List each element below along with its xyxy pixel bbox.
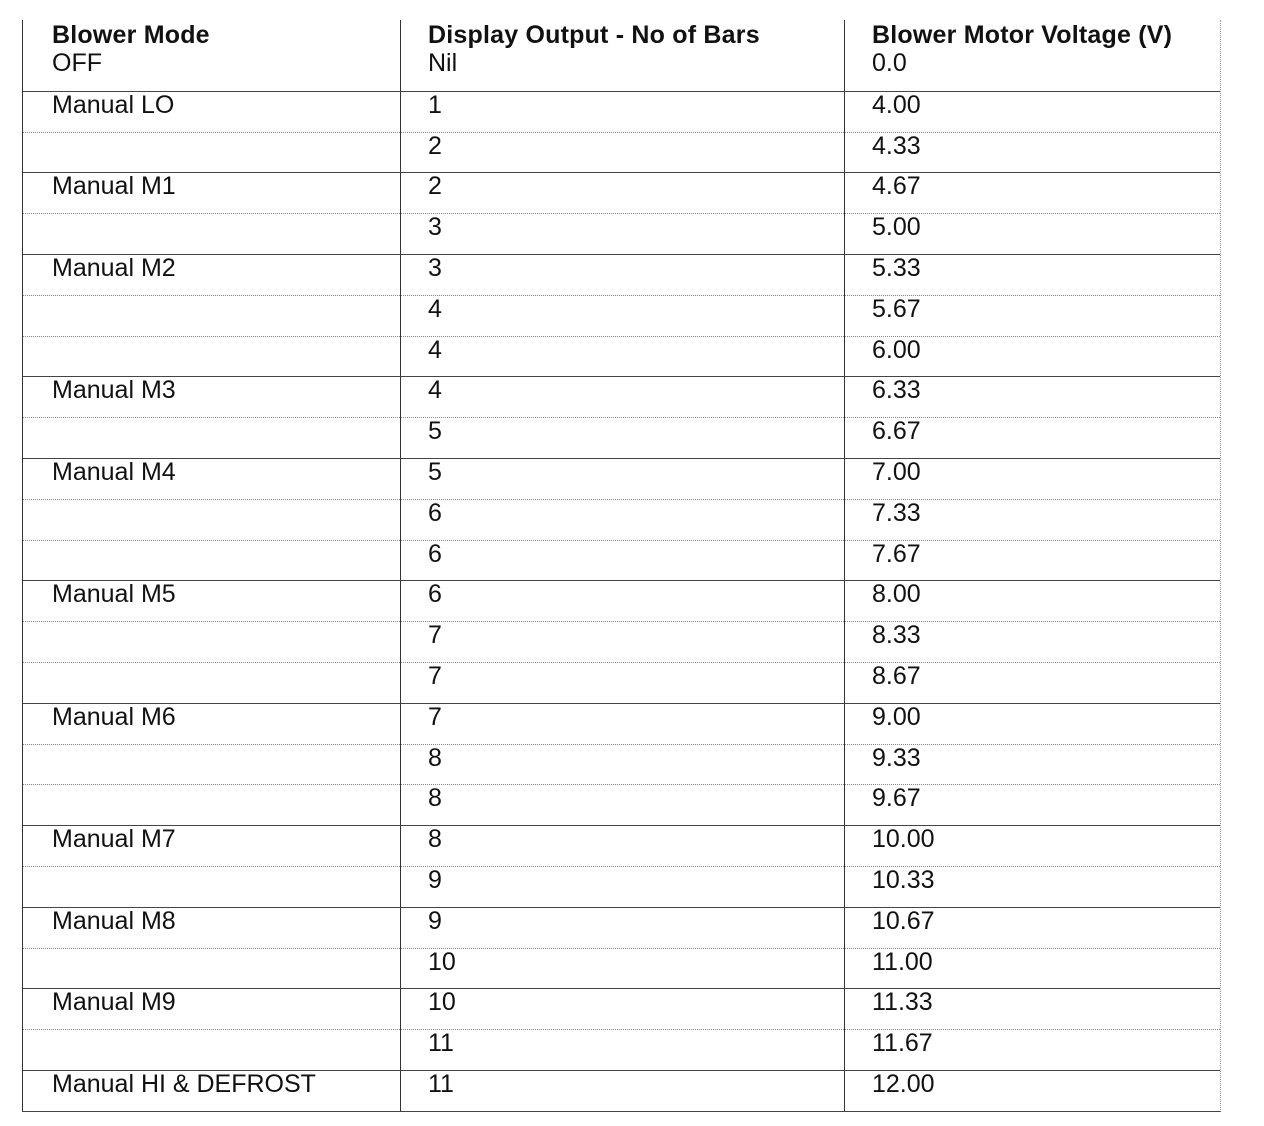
cell-blower-mode: Manual M3	[52, 376, 176, 405]
cell-display-bars: 6	[428, 498, 442, 527]
table-row	[23, 580, 1220, 622]
cell-motor-voltage: 10.33	[872, 866, 935, 894]
table-row	[23, 988, 1220, 1030]
table-row	[23, 784, 1220, 826]
table-row	[23, 172, 1220, 214]
cell-display-bars: 1	[428, 90, 442, 119]
cell-display-bars: 5	[428, 417, 442, 446]
cell-motor-voltage: 9.33	[872, 743, 921, 772]
cell-motor-voltage: 8.33	[872, 621, 921, 650]
cell-display-bars: 11	[428, 1029, 454, 1058]
cell-motor-voltage: 8.00	[872, 580, 921, 609]
cell-motor-voltage: 9.67	[872, 784, 921, 813]
table-row	[23, 499, 1220, 541]
cell-motor-voltage: 6.00	[872, 335, 921, 364]
cell-motor-voltage: 11.00	[872, 947, 933, 976]
cell-motor-voltage: 9.00	[872, 702, 921, 731]
cell-display-bars: 4	[428, 335, 442, 364]
table-row	[23, 376, 1220, 418]
table-row	[23, 1070, 1220, 1112]
cell-display-bars: 10	[428, 947, 456, 976]
cell-motor-voltage: 5.67	[872, 294, 921, 323]
blower-mode-table	[22, 20, 1221, 1112]
table-row	[23, 254, 1220, 296]
cell-display-bars: 10	[428, 988, 456, 1017]
table-row	[23, 213, 1220, 255]
cell-display-bars: 8	[428, 743, 442, 772]
cell-motor-voltage: 4.67	[872, 172, 921, 201]
cell-blower-mode: Manual M8	[52, 906, 176, 935]
cell-motor-voltage: 5.33	[872, 254, 921, 282]
table-row	[23, 91, 1220, 133]
cell-motor-voltage: 8.67	[872, 662, 921, 690]
cell-blower-mode: Manual M5	[52, 580, 176, 609]
cell-blower-mode: Manual M6	[52, 702, 176, 731]
cell-motor-voltage: 5.00	[872, 213, 921, 242]
cell-display-bars: 9	[428, 866, 442, 894]
cell-display-bars: 6	[428, 539, 442, 568]
cell-blower-mode: Manual M1	[52, 172, 176, 201]
cell-display-bars: 7	[428, 621, 442, 650]
table-row	[23, 1029, 1220, 1071]
cell-motor-voltage: 4.00	[872, 90, 921, 119]
table-header-row	[23, 20, 1220, 50]
cell-motor-voltage: 7.33	[872, 498, 921, 527]
table-row	[23, 417, 1220, 459]
table-row	[23, 662, 1220, 704]
cell-display-bars: 7	[428, 702, 442, 731]
cell-display-bars: 2	[428, 172, 442, 201]
cell-display-bars: 3	[428, 213, 442, 242]
cell-display-bars: Nil	[428, 49, 458, 77]
table-row	[23, 866, 1220, 908]
cell-motor-voltage: 7.67	[872, 539, 921, 568]
cell-motor-voltage: 10.67	[872, 906, 935, 935]
table-row	[23, 132, 1220, 174]
table-row	[23, 458, 1220, 500]
cell-motor-voltage: 11.33	[872, 988, 933, 1017]
cell-motor-voltage: 7.00	[872, 458, 921, 486]
cell-display-bars: 7	[428, 662, 442, 690]
cell-display-bars: 3	[428, 254, 442, 282]
cell-display-bars: 8	[428, 784, 442, 813]
header-blower-motor-voltage: Blower Motor Voltage (V)	[872, 21, 1173, 49]
cell-blower-mode: Manual M7	[52, 825, 176, 854]
cell-blower-mode: Manual M2	[52, 254, 176, 282]
cell-motor-voltage: 6.67	[872, 417, 921, 446]
table-row	[23, 703, 1220, 745]
table-row	[23, 295, 1220, 337]
cell-motor-voltage: 11.67	[872, 1029, 933, 1058]
cell-blower-mode: Manual M4	[52, 458, 176, 486]
cell-display-bars: 2	[428, 131, 442, 160]
cell-blower-mode: Manual LO	[52, 90, 175, 119]
cell-motor-voltage: 0.0	[872, 49, 907, 77]
cell-blower-mode: OFF	[52, 49, 102, 77]
cell-blower-mode: Manual M9	[52, 988, 176, 1017]
table-row	[23, 948, 1220, 990]
table-row	[23, 50, 1220, 91]
cell-display-bars: 11	[428, 1070, 454, 1098]
table-row	[23, 744, 1220, 786]
cell-motor-voltage: 6.33	[872, 376, 921, 405]
cell-display-bars: 4	[428, 376, 442, 405]
cell-motor-voltage: 12.00	[872, 1070, 935, 1098]
table-row	[23, 825, 1220, 867]
table-row	[23, 540, 1220, 582]
cell-display-bars: 4	[428, 294, 442, 323]
cell-display-bars: 9	[428, 906, 442, 935]
table-row	[23, 907, 1220, 949]
header-display-output: Display Output - No of Bars	[428, 21, 760, 49]
cell-display-bars: 5	[428, 458, 442, 486]
table-row	[23, 336, 1220, 378]
cell-blower-mode: Manual HI & DEFROST	[52, 1070, 316, 1098]
cell-display-bars: 6	[428, 580, 442, 609]
table-row	[23, 621, 1220, 663]
cell-motor-voltage: 4.33	[872, 131, 921, 160]
header-blower-mode: Blower Mode	[52, 21, 210, 49]
cell-display-bars: 8	[428, 825, 442, 854]
cell-motor-voltage: 10.00	[872, 825, 935, 854]
